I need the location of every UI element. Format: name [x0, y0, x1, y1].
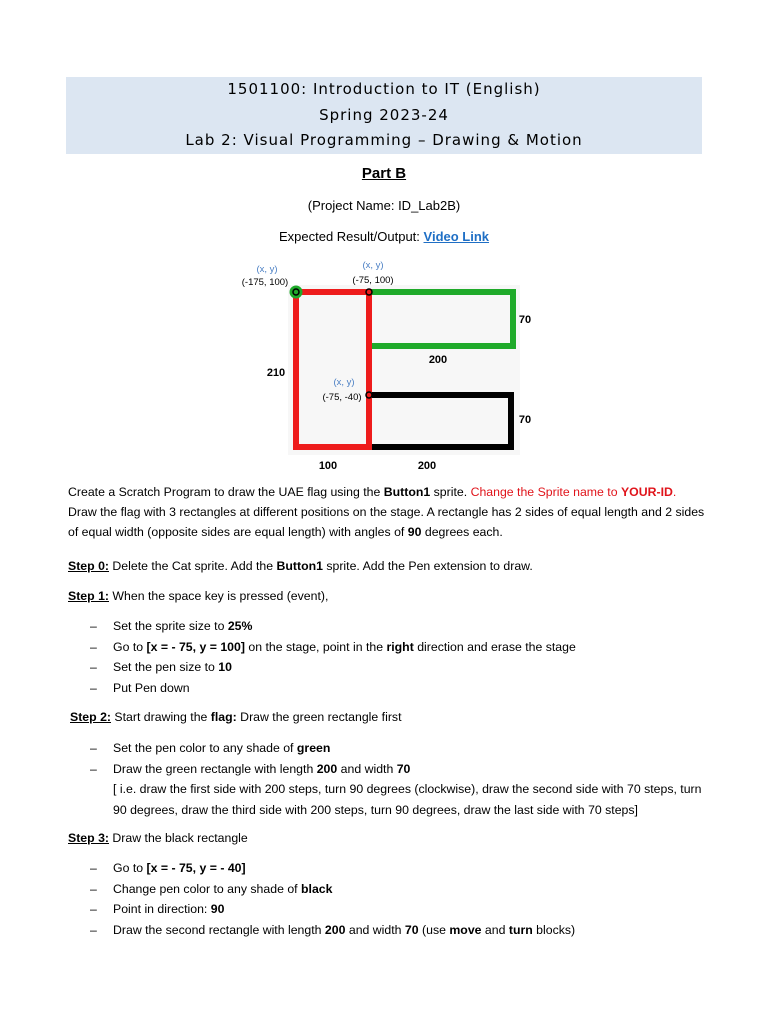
expected-output-label: Expected Result/Output: — [278, 229, 424, 244]
uae-flag-diagram — [230, 255, 540, 475]
step-2-text-1: Start drawing the — [111, 710, 211, 724]
intro-paragraph — [68, 482, 708, 542]
document-header — [66, 77, 702, 154]
label-200-middle: 200 — [428, 354, 448, 366]
step-0-text-2: sprite. Add the Pen extension to draw. — [322, 559, 533, 573]
bullet-text: Go to — [113, 639, 147, 654]
bullet-text: and — [481, 922, 509, 937]
bullet-bold: black — [301, 881, 333, 896]
part-title: Part B — [361, 165, 407, 182]
dash: – — [90, 881, 97, 896]
step-0-label: Step 0: — [68, 559, 109, 573]
bullet-text: Set the sprite size to — [113, 619, 228, 633]
intro-bold-90: 90 — [407, 525, 422, 539]
bullet-bold: 70 — [404, 922, 419, 937]
list-item — [90, 899, 710, 920]
bullet-bold: right — [386, 639, 414, 654]
lab-title: Lab 2: Visual Programming – Drawing & Motion — [185, 131, 583, 149]
bullet-bold: 10 — [218, 660, 232, 674]
dash: – — [90, 902, 97, 916]
label-210: 210 — [266, 367, 286, 379]
intro-red-text — [471, 485, 677, 499]
stage-background — [288, 285, 520, 455]
list-item — [90, 920, 710, 941]
bullet-text: and width — [337, 761, 397, 776]
bullet-text: direction and erase the stage — [413, 639, 576, 654]
label-70-bottom: 70 — [518, 414, 532, 426]
bullet-detail: [ i.e. draw the first side with 200 steps, turn 90 degrees (clockwise), draw the second side with 70 steps, turn 90 degrees, draw the third side with 200 steps, turn 90 degrees, draw the last side with 70 steps] — [113, 782, 702, 817]
dash: – — [90, 922, 97, 937]
coord-xy-label-1: (x, y) — [256, 264, 278, 275]
bullet-bold: 70 — [396, 761, 411, 776]
intro-red-end: . — [672, 485, 677, 499]
project-name: (Project Name: ID_Lab2B) — [307, 198, 461, 213]
coord-xy-label-2: (x, y) — [362, 260, 384, 271]
bullet-bold: 25% — [227, 619, 253, 633]
dash: – — [90, 660, 97, 674]
course-title: 1501100: Introduction to IT (English) — [227, 80, 541, 98]
bullet-bold: move — [449, 922, 482, 937]
bullet-text: on the stage, point in the — [244, 639, 387, 654]
bullet-text: blocks) — [532, 922, 576, 937]
label-100-bottom: 100 — [318, 460, 338, 472]
coord-value-1: (-175, 100) — [241, 277, 289, 288]
list-item — [90, 616, 710, 637]
list-item — [90, 858, 710, 879]
bullet-bold: 200 — [324, 922, 346, 937]
expected-output — [0, 229, 768, 244]
term-title: Spring 2023-24 — [319, 106, 449, 124]
intro-red-bold: YOUR-ID — [620, 485, 673, 499]
coord-value-2: (-75, 100) — [352, 275, 394, 286]
bullet-text: Point in direction: — [113, 902, 211, 916]
step-2-text-2: Draw the green rectangle first — [236, 710, 402, 724]
bullet-text: (use — [418, 922, 450, 937]
step-3-label: Step 3: — [68, 831, 109, 845]
bullet-text: Go to — [113, 861, 147, 875]
step-1 — [68, 586, 708, 606]
step-3-list — [90, 858, 710, 940]
intro-text-3: Draw the flag with 3 rectangles at different positions on the stage. A rectangle has 2 sides of equal length and 2 sides of equal width (opposite sides are equal length) with angles of — [68, 505, 705, 539]
start-point-marker — [290, 286, 303, 299]
bullet-bold: 200 — [316, 761, 338, 776]
bullet-bold: 90 — [210, 902, 225, 916]
bullet-text: Set the pen size to — [113, 660, 219, 674]
intro-red-1: Change the Sprite name to — [470, 485, 621, 499]
dash: – — [90, 861, 97, 875]
bullet-bold: [x = - 75, y = 100] — [146, 639, 245, 654]
list-item — [90, 657, 710, 678]
step-1-list — [90, 616, 710, 698]
step-2 — [70, 707, 710, 727]
bullet-text: Put Pen down — [113, 680, 190, 695]
coord-xy-label-3: (x, y) — [333, 377, 355, 388]
bullet-text: Set the pen color to any shade of — [113, 741, 297, 755]
dash: – — [90, 761, 97, 776]
dash: – — [90, 741, 97, 755]
coord-value-3: (-75, -40) — [322, 392, 362, 403]
list-item — [90, 738, 710, 759]
intro-text-2: sprite. — [430, 485, 471, 499]
list-item — [90, 678, 710, 699]
bullet-text: and width — [345, 922, 405, 937]
step-0 — [68, 556, 708, 576]
step-3-text: Draw the black rectangle — [109, 831, 248, 845]
bullet-text: Draw the green rectangle with length — [113, 761, 317, 776]
step-0-bold: Button1 — [276, 559, 323, 573]
list-item — [90, 759, 710, 821]
dash: – — [90, 639, 97, 654]
step-1-label: Step 1: — [68, 589, 109, 603]
list-item — [90, 879, 710, 900]
bullet-text: Draw the second rectangle with length — [113, 922, 325, 937]
intro-text-1: Create a Scratch Program to draw the UAE flag using the — [68, 485, 384, 499]
bullet-bold: turn — [508, 922, 533, 937]
step-2-label: Step 2: — [70, 710, 111, 724]
step-3 — [68, 828, 708, 848]
label-70-top: 70 — [518, 314, 532, 326]
bullet-bold: [x = - 75, y = - 40] — [146, 861, 246, 875]
video-link[interactable]: Video Link — [423, 229, 490, 244]
dash: – — [90, 619, 97, 633]
dash: – — [90, 680, 97, 695]
step-2-bold: flag: — [210, 710, 237, 724]
label-200-bottom: 200 — [417, 460, 437, 472]
step-0-text-1: Delete the Cat sprite. Add the — [109, 559, 277, 573]
intro-text-4: degrees each. — [421, 525, 503, 539]
intro-bold-button1: Button1 — [383, 485, 431, 499]
step-2-list — [90, 738, 710, 820]
bullet-text: Change pen color to any shade of — [113, 881, 302, 896]
list-item — [90, 637, 710, 658]
step-1-text: When the space key is pressed (event), — [109, 589, 329, 603]
bullet-bold: green — [296, 741, 331, 755]
